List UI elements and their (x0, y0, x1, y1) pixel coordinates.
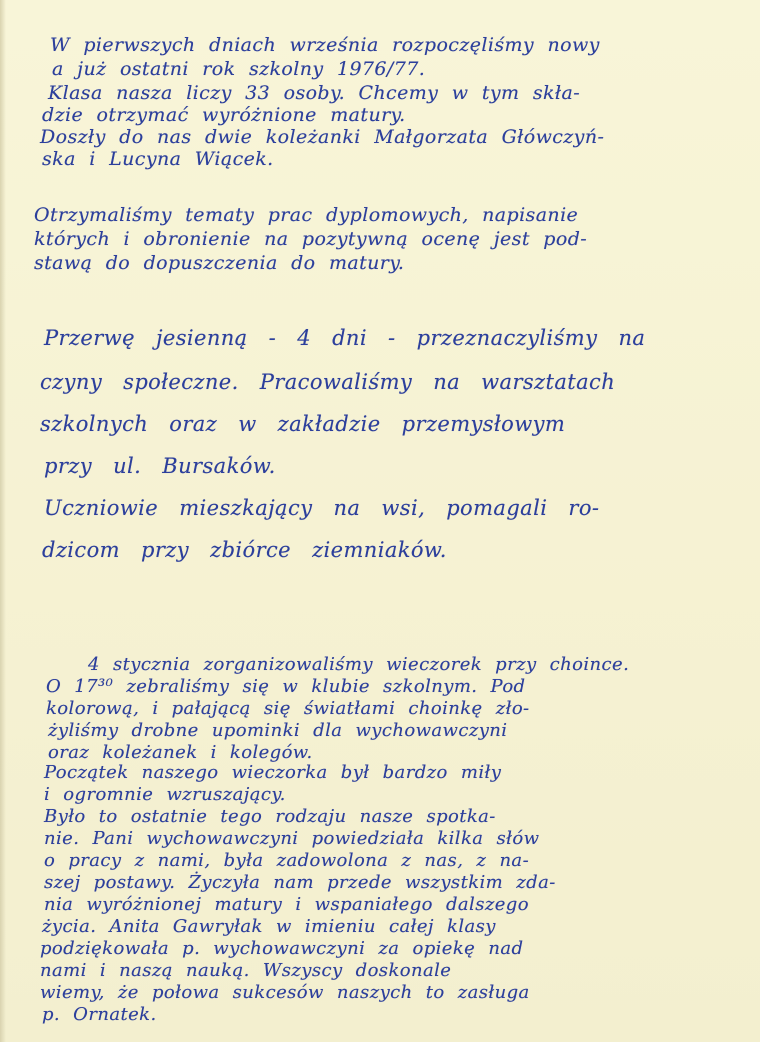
text-line: Doszły do nas dwie koleżanki Małgorzata Główczyń- (40, 126, 605, 148)
text-line: szkolnych oraz w zakładzie przemysłowym (40, 412, 566, 436)
text-line: Klasa nasza liczy 33 osoby. Chcemy w tym skła- (48, 82, 581, 104)
text-line: przy ul. Bursaków. (44, 454, 276, 478)
text-line: życia. Anita Gawryłak w imieniu całej klasy (42, 916, 496, 937)
text-line: oraz koleżanek i kolegów. (48, 742, 313, 763)
text-line: wiemy, że połowa sukcesów naszych to zasługa (40, 982, 530, 1003)
text-line: żyliśmy drobne upominki dla wychowawczyni (48, 720, 508, 741)
text-line: ska i Lucyna Wiącek. (42, 148, 274, 170)
text-line: czyny społeczne. Pracowaliśmy na warsztatach (40, 370, 616, 394)
paragraph-opening (40, 34, 750, 174)
text-line: o pracy z nami, była zadowolona z nas, z na- (44, 850, 530, 871)
text-line: dzie otrzymać wyróżnione matury. (42, 104, 406, 126)
text-line: nia wyróżnionej matury i wspaniałego dalszego (44, 894, 529, 915)
paragraph-christmas-party (40, 654, 754, 1025)
text-line: p. Ornatek. (42, 1004, 157, 1025)
text-line: podziękowała p. wychowawczyni za opiekę nad (40, 938, 524, 959)
text-line: kolorową, i pałającą się światłami choinkę zło- (46, 698, 530, 719)
text-line: i ogromnie wzruszający. (44, 784, 286, 805)
page-edge-shadow (0, 0, 6, 1042)
text-line: Uczniowie mieszkający na wsi, pomagali ro- (44, 496, 600, 520)
text-line: Otrzymaliśmy tematy prac dyplomowych, napisanie (34, 204, 579, 226)
text-line: szej postawy. Życzyła nam przede wszystkim zda- (44, 872, 556, 893)
text-line: Było to ostatnie tego rodzaju nasze spotka- (44, 806, 496, 827)
paragraph-autumn-break (40, 326, 755, 566)
text-line: W pierwszych dniach września rozpoczęliśmy nowy (50, 34, 600, 56)
text-line: O 17³⁰ zebraliśmy się w klubie szkolnym. Pod (46, 676, 526, 697)
text-line: nami i naszą nauką. Wszyscy doskonale (40, 960, 452, 981)
text-line: 4 stycznia zorganizowaliśmy wieczorek przy choince. (88, 654, 630, 675)
text-line: a już ostatni rok szkolny 1976/77. (52, 58, 426, 80)
text-line: których i obronienie na pozytywną ocenę jest pod- (34, 228, 588, 250)
text-line: stawą do dopuszczenia do matury. (34, 252, 405, 274)
text-line: Początek naszego wieczorka był bardzo miły (44, 762, 502, 783)
paragraph-diploma-topics (34, 204, 749, 284)
text-line: Przerwę jesienną - 4 dni - przeznaczyliśmy na (44, 326, 646, 350)
text-line: nie. Pani wychowawczyni powiedziała kilka słów (44, 828, 540, 849)
text-line: dzicom przy zbiórce ziemniaków. (42, 538, 447, 562)
